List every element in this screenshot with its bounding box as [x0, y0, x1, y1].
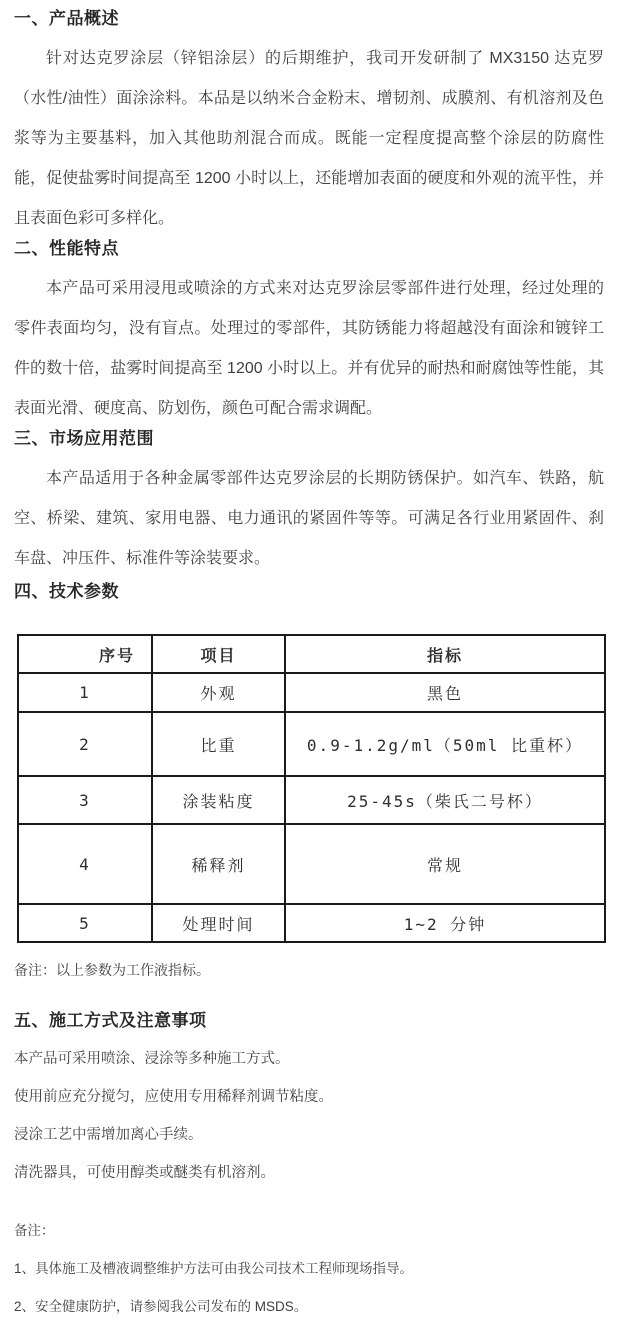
table-cell-item: 稀释剂 — [152, 824, 285, 904]
table-header-spec: 指标 — [285, 635, 605, 673]
parameters-table — [17, 634, 606, 943]
remark-item: 2、安全健康防护，请参阅我公司发布的 MSDS。 — [14, 1299, 308, 1314]
table-cell-spec: 25-45s（柴氏二号杯） — [285, 776, 605, 824]
table-cell-spec: 0.9-1.2g/ml（50ml 比重杯） — [285, 712, 605, 776]
remarks-label: 备注： — [14, 1223, 55, 1238]
table-cell-spec: 常规 — [285, 824, 605, 904]
table-row — [18, 776, 605, 824]
table-note: 备注：以上参数为工作液指标。 — [14, 962, 210, 978]
table-header-index: 序号 — [18, 635, 152, 673]
table-cell-index: 4 — [18, 824, 152, 904]
section-heading-construction: 五、施工方式及注意事项 — [14, 1011, 207, 1030]
table-row — [18, 904, 605, 942]
table-cell-index: 1 — [18, 673, 152, 712]
paragraph-overview: 针对达克罗涂层（锌铝涂层）的后期维护，我司开发研制了 MX3150 达克罗（水性/油性）面涂涂料。本品是以纳米合金粉末、增韧剂、成膜剂、有机溶剂及色浆等为主要基料，加入其他助剂混合而成。既能一定程度提高整个涂层的防腐性能，促使盐雾时间提高至 1200 小时以上，还能增加表面的硬度和外观的流平性，并且表面色彩可多样化。 — [14, 50, 604, 227]
section-heading-parameters: 四、技术参数 — [14, 582, 119, 601]
table-cell-index: 3 — [18, 776, 152, 824]
table-row — [18, 712, 605, 776]
table-cell-spec: 黑色 — [285, 673, 605, 712]
table-row — [18, 824, 605, 904]
paragraph-application: 本产品适用于各种金属零部件达克罗涂层的长期防锈保护。如汽车、铁路，航空、桥梁、建筑、家用电器、电力通讯的紧固件等等。可满足各行业用紧固件、刹车盘、冲压件、标准件等涂装要求。 — [14, 470, 604, 567]
section-heading-performance: 二、性能特点 — [14, 239, 119, 258]
construction-line: 本产品可采用喷涂、浸涂等多种施工方式。 — [14, 1051, 290, 1067]
table-cell-item: 外观 — [152, 673, 285, 712]
table-header-item: 项目 — [152, 635, 285, 673]
table-cell-spec: 1~2 分钟 — [285, 904, 605, 942]
table-row — [18, 673, 605, 712]
section-heading-overview: 一、产品概述 — [14, 9, 119, 28]
paragraph-performance: 本产品可采用浸甩或喷涂的方式来对达克罗涂层零部件进行处理，经过处理的零件表面均匀，没有盲点。处理过的零部件，其防锈能力将超越没有面涂和镀锌工件的数十倍，盐雾时间提高至 1200 小时以上。并有优异的耐热和耐腐蚀等性能，其表面光滑、硬度高、防划伤，颜色可配合需求调配。 — [14, 280, 604, 417]
construction-line: 清洗器具，可使用醇类或醚类有机溶剂。 — [14, 1165, 275, 1181]
construction-line: 使用前应充分搅匀，应使用专用稀释剂调节粘度。 — [14, 1089, 333, 1105]
table-cell-index: 5 — [18, 904, 152, 942]
table-cell-item: 处理时间 — [152, 904, 285, 942]
construction-line: 浸涂工艺中需增加离心手续。 — [14, 1127, 203, 1143]
table-cell-item: 涂装粘度 — [152, 776, 285, 824]
table-cell-index: 2 — [18, 712, 152, 776]
section-heading-application: 三、市场应用范围 — [14, 429, 154, 448]
remark-item: 1、具体施工及槽液调整维护方法可由我公司技术工程师现场指导。 — [14, 1261, 414, 1276]
table-cell-item: 比重 — [152, 712, 285, 776]
table-header-row — [18, 635, 605, 673]
